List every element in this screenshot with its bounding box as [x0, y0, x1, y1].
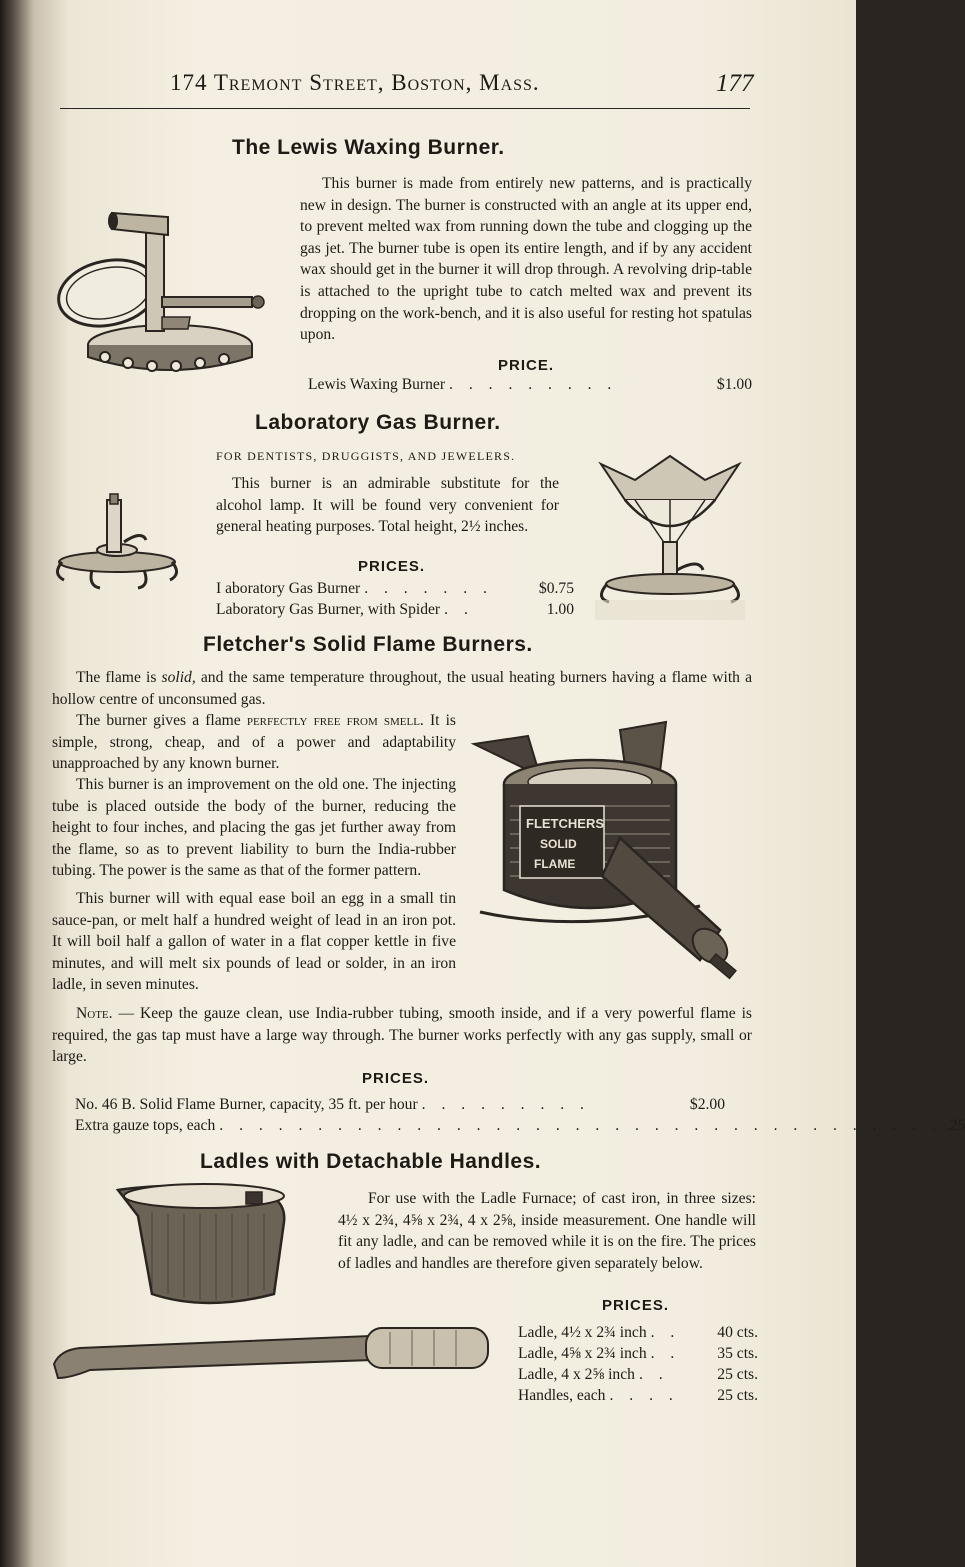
price-value: 35 cts.: [717, 1345, 758, 1362]
fletcher-paragraph-2: [52, 710, 456, 775]
price-label: Laboratory Gas Burner, with Spider: [216, 601, 441, 618]
price-label: Lewis Waxing Burner: [308, 376, 446, 393]
price-label: Ladle, 4⅝ x 2¾ inch: [518, 1345, 647, 1362]
price-value: $2.00: [689, 1096, 725, 1113]
ladles-price-heading: PRICES.: [602, 1297, 670, 1314]
leader-dots: . .: [444, 601, 474, 618]
leader-dots: . .: [638, 1366, 669, 1383]
price-value: 25 cts.: [717, 1366, 758, 1383]
price-row: [518, 1364, 758, 1385]
leader-dots: . .: [650, 1345, 681, 1362]
price-label: Handles, each: [518, 1387, 606, 1404]
ladles-description: For use with the Ladle Furnace; of cast iron, in three sizes: 4½ x 2¾, 4⅝ x 2¾, 4 x 2⅝, inside measurement. One handle will fit any ladle, and can be removed while it is on the fire. The prices of ladles and handles are therefore given separately below.: [338, 1190, 756, 1272]
laboratory-title: Laboratory Gas Burner.: [255, 411, 501, 434]
leader-dots: . . . . . . . . . . . . . . . . . . . . . . . . . . . . . . . . . . . . .: [219, 1117, 942, 1134]
laboratory-subtitle: FOR DENTISTS, DRUGGISTS, AND JEWELERS.: [216, 449, 516, 463]
ladle-handle-illustration: [50, 1316, 500, 1386]
ladles-price-list: [518, 1322, 758, 1406]
laboratory-description: This burner is an admirable substitute for the alcohol lamp. It will be found very convenient for general heating purposes. Total height, 2½ inches.: [216, 475, 559, 536]
fletcher-price-list: [75, 1094, 965, 1136]
price-row: [518, 1385, 758, 1406]
page-number: 177: [716, 70, 754, 97]
solid-flame-burner-illustration: [470, 716, 750, 988]
header-rule: [60, 108, 750, 109]
price-label: No. 46 B. Solid Flame Burner, capacity, 35 ft. per hour: [75, 1096, 418, 1113]
text: The flame is: [76, 669, 162, 686]
running-head: 174 Tremont Street, Boston, Mass.: [170, 70, 540, 95]
lewis-price-heading: PRICE.: [498, 357, 555, 374]
lab-burner-spider-illustration: [595, 452, 745, 624]
text: The burner gives a flame: [76, 712, 247, 729]
price-value: $0.75: [538, 580, 574, 597]
price-row: [75, 1115, 965, 1136]
price-value: 25 cts.: [717, 1387, 758, 1404]
text: — Keep the gauze clean, use India-rubber tubing, smooth inside, and if a very powerful flame is required, the gas tap must have a large way through. The burner works perfectly with any gas supply, small or large.: [52, 1005, 752, 1066]
ladle-illustration: [116, 1182, 316, 1314]
price-value: .25: [945, 1117, 965, 1134]
price-row: [75, 1094, 725, 1115]
lewis-title: The Lewis Waxing Burner.: [232, 136, 505, 159]
price-label: I aboratory Gas Burner: [216, 580, 361, 597]
price-label: Extra gauze tops, each: [75, 1117, 216, 1134]
lewis-description: This burner is made from entirely new patterns, and is practically new in design. The burner is constructed with an angle at its upper end, to prevent melted wax from running down the tube and clogging up the gas jet. The burner tube is open its entire length, and if by any accident wax should get in the burner it will drop through. A revolving drip-table is attached to the upright tube to catch melted wax and prevent its dropping on the work-bench, and it is also useful for resting hot spatulas upon.: [300, 175, 752, 344]
laboratory-price-heading: PRICES.: [358, 558, 426, 575]
fletcher-title: Fletcher's Solid Flame Burners.: [203, 633, 533, 656]
fletcher-paragraph-3: This burner is an improvement on the old one. The injecting tube is placed outside the body of the burner, reducing the height to four inches, and placing the gas jet further away from the flame, so as to prevent liability to burn the India-rubber tubing. The power is the same as that of the former pattern.: [52, 776, 456, 880]
text: It is simple, strong, cheap, and of a power and adaptability unapproached by any known burner.: [52, 712, 456, 773]
price-row: [308, 374, 752, 395]
text-small-caps: perfectly free from smell.: [246, 712, 424, 729]
fletcher-price-heading: PRICES.: [362, 1070, 430, 1087]
leader-dots: . . . . . . .: [364, 580, 493, 597]
price-label: Ladle, 4 x 2⅝ inch: [518, 1366, 635, 1383]
burner-label-line-2: SOLID: [540, 837, 577, 851]
fletcher-paragraph-4: This burner will with equal ease boil an egg in a small tin sauce-pan, or melt half a hundred weight of lead in an iron pot. It will boil half a gallon of water in a flat copper kettle in five minutes, and will melt six pounds of lead or solder, in an iron ladle, in seven minutes.: [52, 890, 456, 994]
laboratory-price-list: [216, 578, 574, 620]
price-row: [216, 599, 574, 620]
price-value: 1.00: [546, 601, 574, 618]
fletcher-note: [52, 1003, 752, 1068]
leader-dots: . . . . . . . . .: [449, 376, 618, 393]
text-emphasis: solid,: [161, 669, 196, 686]
burner-label-line-1: FLETCHERS: [526, 816, 604, 831]
price-row: [518, 1343, 758, 1364]
price-label: Ladle, 4½ x 2¾ inch: [518, 1324, 647, 1341]
ladles-title: Ladles with Detachable Handles.: [200, 1150, 542, 1173]
price-value: $1.00: [716, 376, 752, 393]
waxing-burner-illustration: [50, 205, 280, 375]
price-row: [518, 1322, 758, 1343]
note-label: Note.: [76, 1005, 113, 1022]
price-value: 40 cts.: [717, 1324, 758, 1341]
burner-label-line-3: FLAME: [534, 857, 576, 871]
leader-dots: . . . . . . . . .: [421, 1096, 590, 1113]
fletcher-paragraph-1: [52, 667, 752, 710]
price-row: [216, 578, 574, 599]
leader-dots: . .: [650, 1324, 681, 1341]
lewis-price-list: [308, 374, 752, 395]
leader-dots: . . . .: [609, 1387, 679, 1404]
text: and the same temperature throughout, the usual heating burners having a flame with a hollow centre of unconsumed gas.: [52, 669, 752, 708]
lab-burner-illustration: [52, 492, 182, 592]
